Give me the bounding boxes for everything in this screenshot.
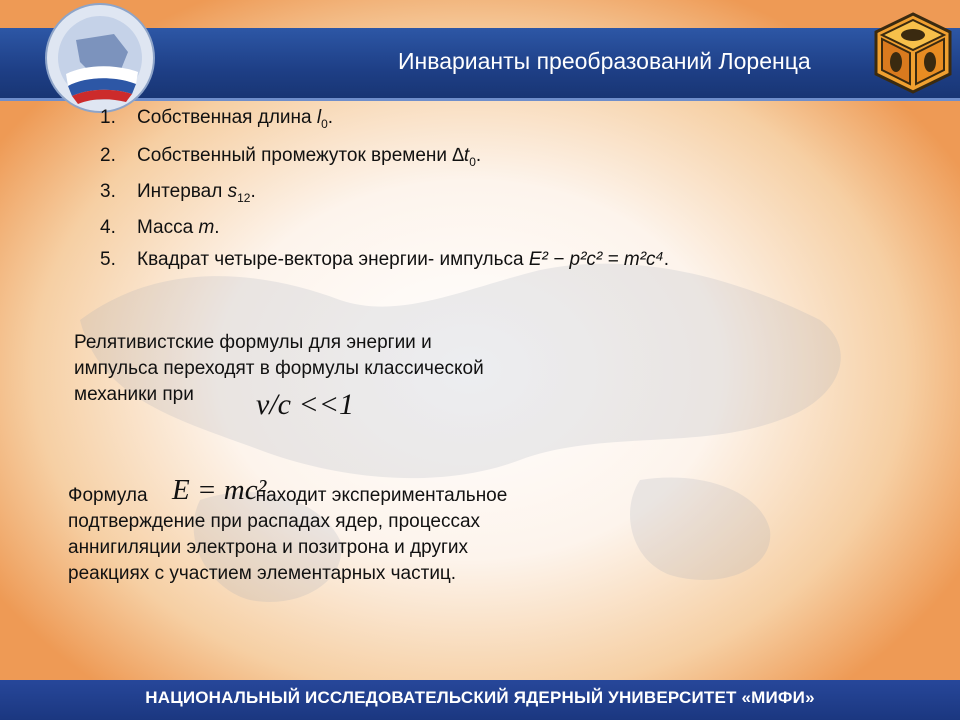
list-number: 3.	[100, 181, 116, 202]
math-symbol: s	[227, 181, 238, 202]
list-end: .	[475, 145, 482, 166]
math-subscript: 0	[469, 154, 476, 169]
list-item	[100, 218, 220, 237]
list-end: .	[250, 181, 256, 202]
list-item	[100, 250, 669, 269]
paragraph-line: Релятивистские формулы для энергии и	[74, 332, 432, 353]
list-item	[100, 146, 481, 168]
energy-momentum-formula: E² − p²c² = m²c⁴	[528, 249, 664, 270]
paragraph-line: механики при	[74, 384, 194, 405]
math-symbol: l	[316, 107, 322, 128]
list-item	[100, 182, 256, 204]
list-number: 5.	[100, 249, 116, 270]
math-symbol: ∆t	[452, 145, 470, 166]
list-number: 2.	[100, 145, 116, 166]
paragraph-suffix: находит экспериментальное	[255, 485, 508, 506]
list-text: Интервал	[137, 181, 228, 202]
list-number: 1.	[100, 107, 116, 128]
paragraph-line: подтверждение при распадах ядер, процессах	[68, 511, 481, 532]
paragraph-line: аннигиляции электрона и позитрона и других	[68, 537, 469, 558]
paragraph-line: импульса переходят в формулы классической	[74, 358, 484, 379]
cube-logo-icon	[870, 10, 956, 96]
mephi-logo-icon	[36, 0, 166, 118]
list-text: Квадрат четыре-вектора энергии- импульса	[137, 249, 529, 270]
list-end: .	[663, 249, 670, 270]
paragraph-line: реакциях с участием элементарных частиц.	[68, 563, 457, 584]
list-text: Собственный промежуток времени	[137, 145, 453, 166]
list-number: 4.	[100, 217, 116, 238]
paragraph-prefix: Формула	[68, 485, 148, 506]
math-subscript: 0	[321, 116, 328, 131]
mass-energy-formula: E = mc²	[172, 474, 267, 506]
list-end: .	[327, 107, 334, 128]
velocity-ratio-formula: v/c <<1	[256, 388, 354, 421]
math-symbol: m	[198, 217, 215, 238]
math-subscript: 12	[237, 190, 251, 205]
paragraph-line	[68, 483, 507, 509]
footer-text: НАЦИОНАЛЬНЫЙ ИССЛЕДОВАТЕЛЬСКИЙ ЯДЕРНЫЙ УНИВЕРСИТЕТ «МИФИ»	[145, 688, 815, 707]
mass-energy-paragraph	[68, 483, 507, 587]
list-text: Масса	[137, 217, 199, 238]
list-end: .	[214, 217, 220, 238]
slide-title: Инварианты преобразований Лоренца	[398, 48, 811, 74]
list-item	[100, 108, 333, 130]
list-text: Собственная длина	[137, 107, 317, 128]
